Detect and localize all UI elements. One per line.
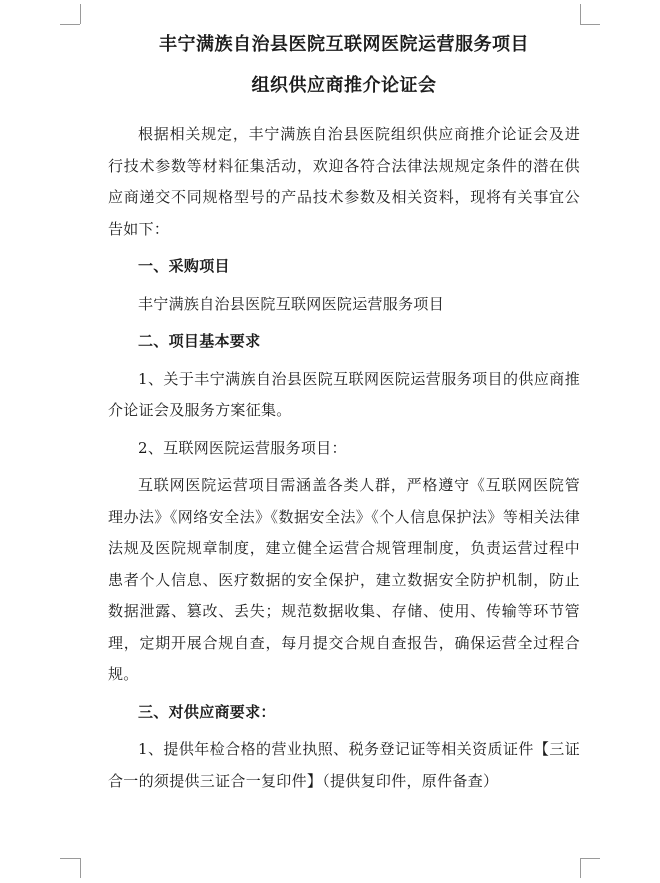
crop-mark-bottom-right xyxy=(580,858,581,878)
crop-mark-top-right xyxy=(580,4,581,24)
section2-item2: 2、互联网医院运营服务项目： xyxy=(138,438,347,457)
section1-heading: 一、采购项目 xyxy=(138,257,230,275)
crop-mark-bottom-left-h xyxy=(60,858,80,859)
section2-item1: 1、关于丰宁满族自治县医院互联网医院运营服务项目的供应商推介论证会及服务方案征集。 xyxy=(108,369,580,419)
document-title-line1: 丰宁满族自治县医院互联网医院运营服务项目 xyxy=(159,34,529,55)
document-body xyxy=(108,26,580,797)
crop-mark-bottom-right-h xyxy=(580,858,600,859)
section2-heading: 二、项目基本要求 xyxy=(138,332,261,350)
crop-mark-top-right-h xyxy=(580,24,600,25)
section3-heading: 三、对供应商要求： xyxy=(138,702,276,721)
section2-item2-body: 互联网医院运营项目需涵盖各类人群，严格遵守《互联网医院管理办法》《网络安全法》《数据安全法》《个人信息保护法》等相关法律法规及医院规章制度，建立健全运营合规管理制度，负责运营过程中患者个人信息、医疗数据的安全保护，建立数据安全防护机制，防止数据泄露、篡改、丢失；规范数据收集、存储、使用、传输等环节管理，定期开展合规自查，每月提交合规自查报告，确保运营全过程合规。 xyxy=(108,476,580,683)
intro-paragraph: 根据相关规定，丰宁满族自治县医院组织供应商推介论证会及进行技术参数等材料征集活动，欢迎各符合法律法规规定条件的潜在供应商递交不同规格型号的产品技术参数及相关资料，现将有关事宜公告如下： xyxy=(108,125,580,238)
crop-mark-top-left xyxy=(80,4,81,24)
section1-body: 丰宁满族自治县医院互联网医院运营服务项目 xyxy=(138,294,445,313)
section3-item1: 1、提供年检合格的营业执照、税务登记证等相关资质证件【三证合一的须提供三证合一复印件】（提供复印件，原件备查） xyxy=(108,740,580,790)
crop-mark-top-left-h xyxy=(60,24,80,25)
document-title-line2: 组织供应商推介论证会 xyxy=(251,75,437,96)
crop-mark-bottom-left xyxy=(80,858,81,878)
